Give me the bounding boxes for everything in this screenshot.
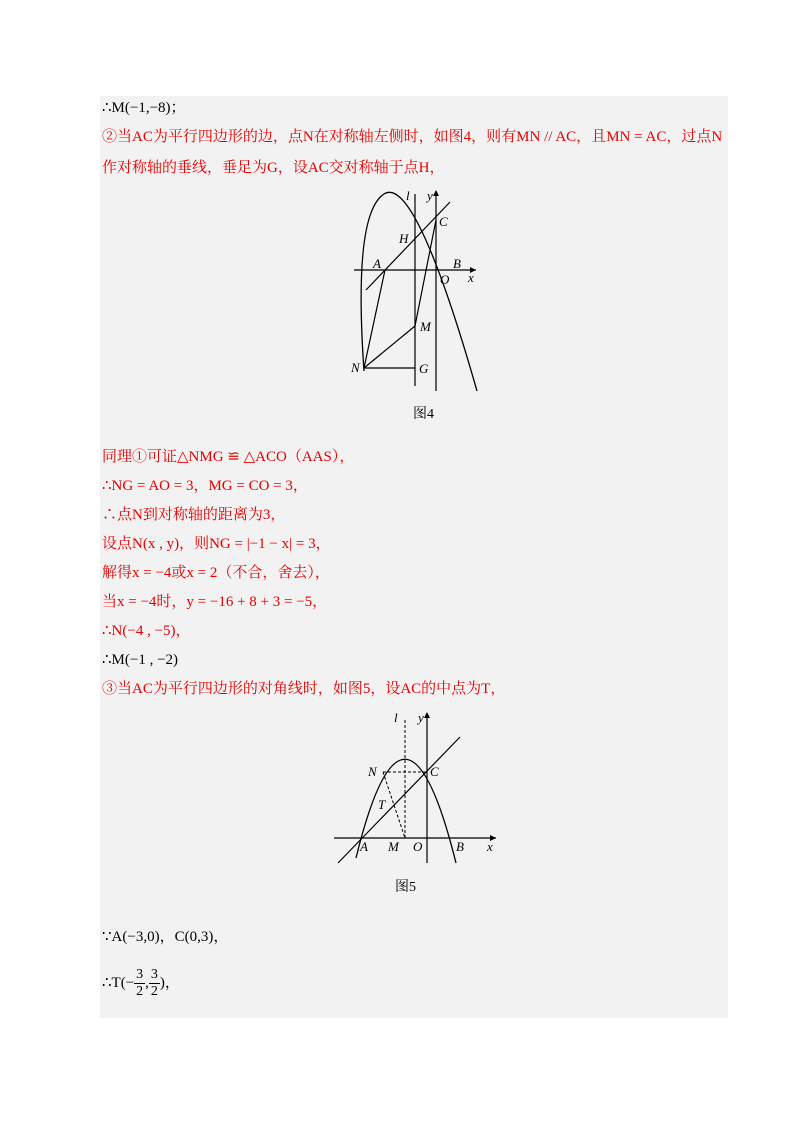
text-line-3: 作对称轴的垂线，垂足为G，设AC交对称轴于点H，: [102, 160, 445, 176]
text-line-7: 设点N(x , y)，则NG = |−1 − x| = 3，: [102, 536, 331, 552]
fig4-label-x: x: [468, 270, 474, 285]
fig4-label-B: B: [453, 256, 461, 271]
text-line-5: ∴NG = AO = 3，MG = CO = 3，: [102, 478, 308, 494]
fraction-x-numerator: 3: [136, 967, 144, 983]
text-line-11: ∴M(−1 , −2): [102, 652, 179, 668]
fig4-label-l: l: [406, 188, 410, 203]
fraction-y: [149, 967, 160, 1000]
fig5-line-AC: [338, 737, 460, 863]
fraction-y-numerator: 3: [150, 967, 158, 983]
fig4-y-arrow: [433, 190, 439, 196]
fig5-label-l: l: [394, 710, 398, 725]
fig4-label-O: O: [440, 272, 450, 287]
fig5-label-M: M: [388, 839, 399, 854]
fig4-label-C: C: [439, 214, 448, 229]
fig4-line-AC: [366, 202, 450, 290]
fig4-label-G: G: [419, 361, 429, 376]
fig5-label-T: T: [378, 797, 386, 812]
fig4-label-A: A: [373, 256, 381, 271]
fig5-label-A: A: [360, 839, 368, 854]
text-line-12: ③当AC为平行四边形的对角线时，如图5，设AC的中点为T，: [102, 681, 506, 697]
fig4-label-H: H: [399, 231, 409, 246]
figure-4-diagram: [340, 186, 490, 396]
fig4-label-N: N: [351, 360, 360, 375]
text-line-6: ∴点N到对称轴的距离为3，: [102, 507, 286, 523]
fig5-label-x: x: [487, 839, 493, 854]
midpoint-T-prefix: ∴T(−: [102, 975, 135, 991]
text-line-10: ∴N(−4 , −5)，: [102, 623, 191, 639]
fraction-x-denominator: 2: [136, 984, 144, 1000]
text-line-2: ②当AC为平行四边形的边，点N在对称轴左侧时，如图4，则有MN // AC，且MN = AC，过点N: [102, 129, 723, 145]
fig4-label-y: y: [427, 188, 433, 203]
text-line-4: 同理①可证△NMG ≌ △ACO（AAS），: [102, 449, 355, 465]
figure-5-diagram: [330, 708, 502, 868]
text-line-13: ∵A(−3,0)，C(0,3)，: [102, 929, 229, 945]
fig5-label-O: O: [413, 839, 423, 854]
figure-4-caption: 图4: [413, 407, 434, 422]
fig5-label-B: B: [456, 839, 464, 854]
fig5-y-arrow: [424, 712, 430, 718]
text-line-1: ∴M(−1,−8)；: [102, 100, 186, 116]
fig5-label-C: C: [430, 764, 439, 779]
midpoint-T-comma: ,: [145, 975, 149, 991]
fig5-label-N: N: [368, 764, 377, 779]
midpoint-T-suffix: )，: [159, 975, 180, 991]
text-line-9: 当x = −4时，y = −16 + 8 + 3 = −5，: [102, 594, 328, 610]
figure-5-caption: 图5: [395, 880, 416, 895]
fraction-x: [134, 967, 145, 1000]
text-line-14: [102, 966, 180, 1000]
fraction-y-denominator: 2: [150, 984, 158, 1000]
text-line-8: 解得x = −4或x = 2（不合，舍去），: [102, 565, 330, 581]
fig4-label-M: M: [420, 319, 431, 334]
fig5-label-y: y: [418, 710, 424, 725]
